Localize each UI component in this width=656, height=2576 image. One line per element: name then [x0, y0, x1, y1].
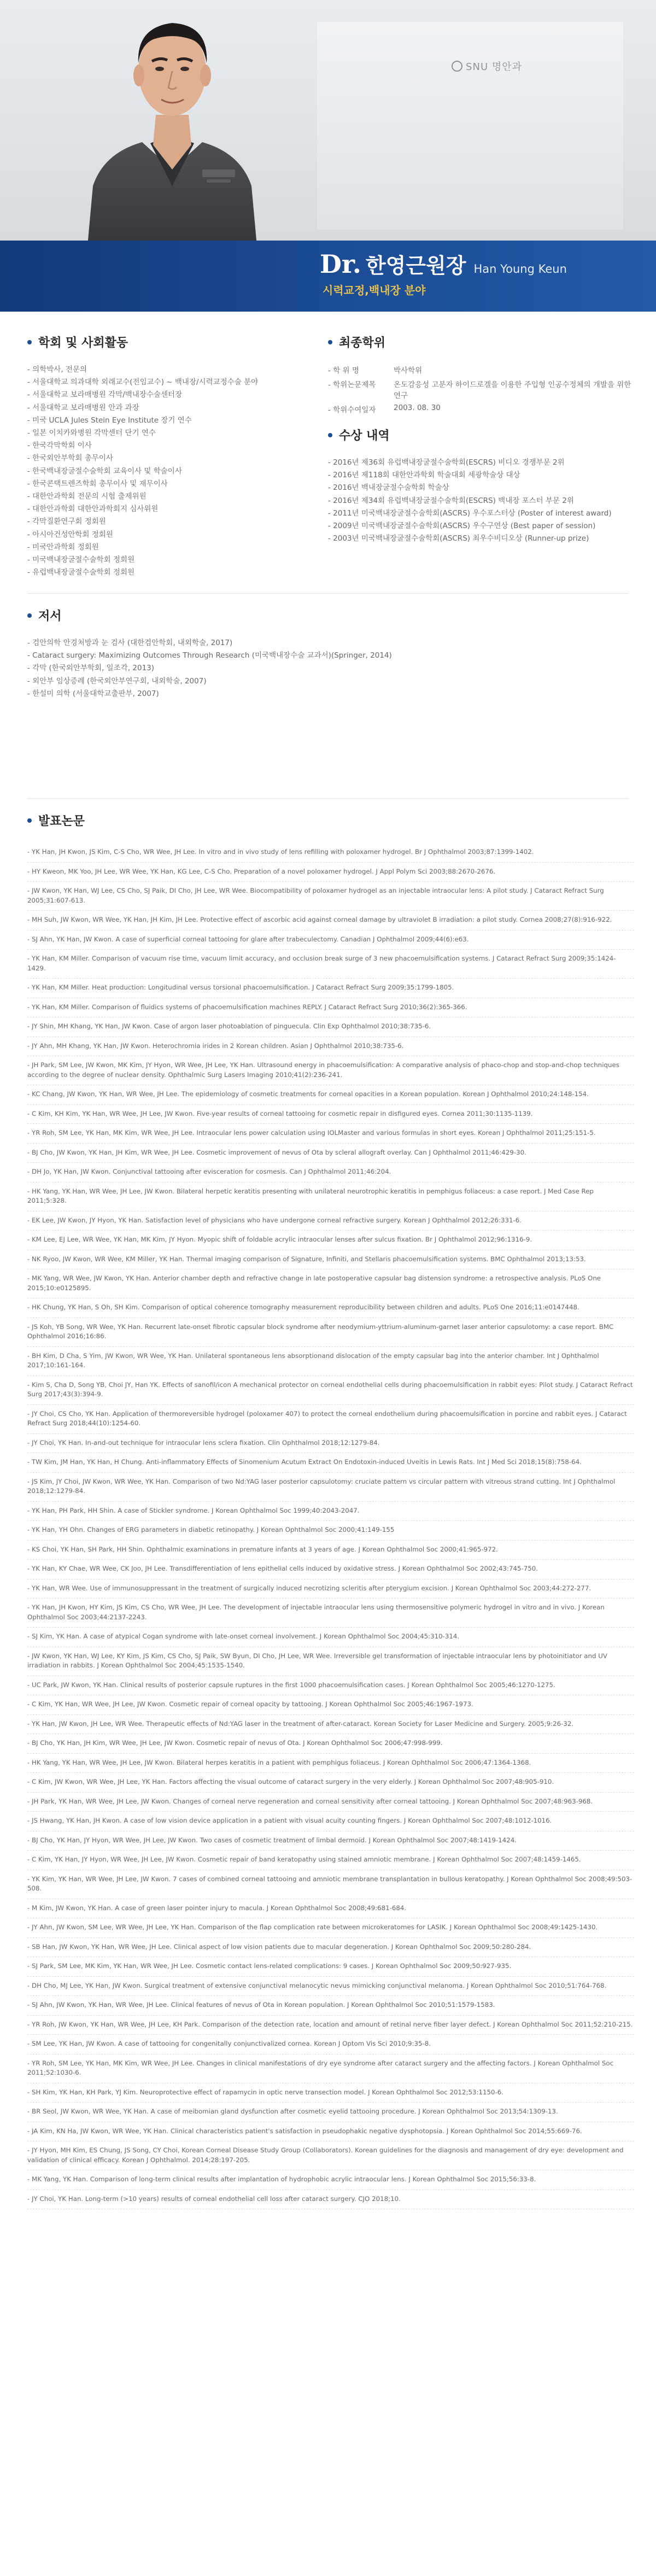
paper-item: - MK Yang, YK Han. Comparison of long-term clinical results after implantation of hydrophobic acrylic intraocular lens. J Korean Ophthalmol Soc 2015;56:33-8. [27, 2170, 634, 2190]
paper-item: - BR Seol, JW Kwon, WR Wee, YK Han. A case of meibomian gland dysfunction after cosmetic eyelid tattooing procedure. J Korean Ophthalmol Soc 2013;54:1309-13. [27, 2103, 634, 2122]
paper-item: - JS Koh, YB Song, WR Wee, YK Han. Recurrent late-onset fibrotic capsular block syndrome after neodymium-yttrium-aluminum-garnet laser anterior capsulotomy: a case report. BMC Ophthalmol 2016;16:86. [27, 1318, 634, 1347]
paper-item: - BJ Cho, YK Han, JH Kim, WR Wee, JH Lee, JW Kwon. Cosmetic repair of nevus of Ota. J Korean Ophthalmol Soc 2006;47:998-999. [27, 1734, 634, 1754]
papers-list [27, 843, 634, 2209]
paper-item: - SJ Park, SM Lee, MK Kim, YK Han, WR Wee, JH Lee. Cosmetic contact lens-related complications: 9 cases. J Korean Ophthalmol Soc 2009;50:927-935. [27, 1957, 634, 1977]
activity-item: - 한국콘택트렌즈학회 총무이사 및 재무이사 [27, 478, 312, 490]
activities-section [27, 333, 312, 579]
degree-value: 온도감응성 고분자 하이드로겔을 이용한 주입형 인공수정체의 개발을 위한 연구 [394, 380, 631, 400]
paper-item: - YK Han, KM Miller. Comparison of fluidics systems of phacoemulsification machines REPLY. J Cataract Refract Surg 2010;36(2):365-366. [27, 998, 634, 1018]
activity-item: - 의학박사, 전문의 [27, 364, 312, 376]
paper-item: - DH Jo, YK Han, JW Kwon. Conjunctival tattooing after evisceration for cosmesis. Can J Ophthalmol 2011;46:204. [27, 1163, 634, 1182]
doctor-name-english: Han Young Keun [473, 262, 567, 276]
paper-item: - YR Roh, SM Lee, YK Han, MK Kim, WR Wee, JH Lee. Changes in clinical manifestations of dry eye syndrome after cataract surgery and the affecting factors. J Korean Ophthalmol Soc 2011;52:1030-6. [27, 2054, 634, 2083]
paper-item: - EK Lee, JW Kwon, JY Hyon, YK Han. Satisfaction level of physicians who have undergone corneal refractive surgery. Korean J Ophthalmol 2012;26:331-6. [27, 1211, 634, 1231]
awards-heading [328, 426, 634, 443]
degree-label: - 학위논문제목 [328, 377, 394, 402]
paper-item: - HK Chung, YK Han, S Oh, SH Kim. Comparison of optical coherence tomography measurement reproducibility between children and adults. PLoS One 2016;11:e0147448. [27, 1298, 634, 1318]
paper-item: - SJ Ahn, YK Han, JW Kwon. A case of superficial corneal tattooing for glare after trabeculectomy. Canadian J Ophthalmol 2009;44(6):e63. [27, 930, 634, 950]
paper-item: - YK Han, JH Kwon, HY Kim, JS Kim, CS Cho, WR Wee, JH Lee. The development of injectable intraocular lens using thermosensitive polymeric hydrogel in vitro and in vivo. J Korean Ophthalmol Soc 2003;44:2137-2243. [27, 1599, 634, 1627]
paper-item: - C Kim, YK Han, JY Hyon, WR Wee, JH Lee, JW Kwon. Cosmetic repair of band keratopathy using stained amniotic membrane. J Korean Ophthalmol Soc 2007;48:1459-1465. [27, 1851, 634, 1870]
paper-item: - JY Ahn, MH Khang, YK Han, JW Kwon. Heterochromia irides in 2 Korean children. Asian J Ophthalmol 2010;38:735-6. [27, 1037, 634, 1057]
activities-title: 학회 및 사회활동 [38, 336, 128, 350]
activity-item: - 대한안과학회 전문의 시험 출제위원 [27, 490, 312, 503]
paper-item: - HK Yang, YK Han, WR Wee, JH Lee, JW Kwon. Bilateral herpetic keratitis presenting with unilateral neurotrophic keratitis in pemphigus foliaceus: a case report. J Med Case Rep 2011;5:328. [27, 1182, 634, 1211]
paper-item: - JW Kwon, YK Han, WJ Lee, KY Kim, JS Kim, CS Cho, SJ Paik, SW Byun, DI Cho, JH Lee, WR Wee. Irreversible gel transformation of injectable intraocular lens by photoinitiator and UV irradiation in rabbits. J Korean Ophthalmol Soc 2004;45:1535-1540. [27, 1647, 634, 1676]
clinic-sign [452, 59, 522, 73]
paper-item: - YK Han, WR Wee. Use of immunosuppressant in the treatment of surgically induced necrotizing scleritis after pterygium excision. J Korean Ophthalmol Soc 2003;44:272-277. [27, 1579, 634, 1599]
activity-item: - 각막질환연구회 정회원 [27, 516, 312, 528]
paper-item: - SB Han, JW Kwon, YK Han, WR Wee, JH Lee. Clinical aspect of low vision patients due to macular degeneration. J Korean Ophthalmol Soc 2009;50:280-284. [27, 1938, 634, 1958]
degree-label: - 학 위 명 [328, 362, 394, 377]
paper-item: - TW Kim, JM Han, YK Han, H Chung. Anti-inflammatory Effects of Sinomenium Acutum Extract On Endotoxin-induced Uveitis in Lewis Rats. Int J Med Sci 2018;15(8):758-64. [27, 1453, 634, 1473]
activity-item: - 미국백내장굴절수술학회 정회원 [27, 554, 312, 566]
paper-item: - JH Park, YK Han, WR Wee, JH Lee, JW Kwon. Changes of corneal nerve regeneration and corneal sensitivity after corneal tattooing. J Korean Ophthalmol Soc 2007;48:963-968. [27, 1793, 634, 1812]
doctor-specialty: 시력교정,백내장 분야 [323, 284, 426, 297]
book-item: - 한설미 의학 (서울대학교출판부, 2007) [27, 688, 629, 700]
award-item: - 2003년 미국백내장굴절수술학회(ASCRS) 최우수비디오상 (Runner-up prize) [328, 532, 634, 545]
paper-item: - YR Roh, SM Lee, YK Han, MK Kim, WR Wee, JH Lee. Intraocular lens power calculation using IOLMaster and various formulas in short eyes. Korean J Ophthalmol 2011;25:151-5. [27, 1124, 634, 1144]
degree-value: 박사학위 [394, 366, 423, 375]
paper-item: - JH Park, SM Lee, JW Kwon, MK Kim, JY Hyon, WR Wee, JH Lee, YK Han. Ultrasound energy in phacoemulsification: A comparative analysis of phaco-chop and stop-and-chop techniques according to the degree of nuclear density. Ophthalmic Surg Lasers Imaging 2010;41(2):236-241. [27, 1056, 634, 1085]
degree-label: - 학위수여일자 [328, 402, 394, 416]
book-item: - Cataract surgery: Maximizing Outcomes Through Research (미국백내장수술 교과서)(Springer, 2014) [27, 649, 629, 662]
activity-item: - 일본 이치카와병원 각막센터 단기 연수 [27, 427, 312, 440]
bullet-icon [328, 433, 332, 437]
paper-item: - JY Shin, MH Khang, YK Han, JW Kwon. Case of argon laser photoablation of pinguecula. Clin Exp Ophthalmol 2010;38:735-6. [27, 1017, 634, 1037]
paper-item: - YK Han, PH Park, HH Shin. A case of Stickler syndrome. J Korean Ophthalmol Soc 1999;40:2043-2047. [27, 1502, 634, 1521]
books-list [27, 637, 629, 700]
paper-item: - KM Lee, EJ Lee, WR Wee, YK Han, MK Kim, JY Hyon. Myopic shift of foldable acrylic intraocular lenses after sulcus fixation. Br J Ophthalmol 2012;96:1316-9. [27, 1231, 634, 1250]
activity-item: - 미국안과학회 정회원 [27, 541, 312, 554]
paper-item: - YK Han, KM Miller. Heat production: Longitudinal versus torsional phacoemulsification. J Cataract Refract Surg 2009;35:1799-1805. [27, 979, 634, 998]
paper-item: - MH Suh, JW Kwon, WR Wee, YK Han, JH Kim, JH Lee. Protective effect of ascorbic acid against corneal damage by ultraviolet B irradiation: a pilot study. Cornea 2008;27(8):916-922. [27, 911, 634, 930]
paper-item: - BH Kim, D Cha, S Yim, JW Kwon, WR Wee, YK Han. Unilateral spontaneous lens absorptionand dislocation of the empty capsular bag into the anterior chamber. Int J Ophthalmol 2017;10:161-164. [27, 1347, 634, 1376]
book-item: - 각막 (한국외안부학회, 일조각, 2013) [27, 662, 629, 675]
paper-item: - BJ Cho, YK Han, JY Hyon, WR Wee, JH Lee, JW Kwon. Two cases of cosmetic treatment of limbal dermoid. J Korean Ophthalmol Soc 2007;48:1419-1424. [27, 1831, 634, 1851]
activity-item: - 유럽백내장굴절수술학회 정회원 [27, 566, 312, 579]
paper-item: - SJ Ahn, JW Kwon, YK Han, WR Wee, JH Lee. Clinical features of nevus of Ota in Korean population. J Korean Ophthalmol Soc 2010;51:1579-1583. [27, 1996, 634, 2016]
doctor-name [320, 249, 567, 279]
paper-item: - YK Han, JW Kwon, JH Lee, WR Wee. Therapeutic effects of Nd:YAG laser in the treatment of after-cataract. Korean Society for Laser Medicine and Surgery. 2005;9:26-32. [27, 1715, 634, 1735]
degree-row [328, 377, 634, 402]
clinic-sign-text: SNU 명안과 [466, 61, 522, 73]
doctor-portrait [82, 5, 262, 246]
activity-item: - 대한안과학회 대한안과학회지 심사위원 [27, 503, 312, 516]
books-heading [27, 607, 629, 624]
degree-title: 최종학위 [339, 336, 386, 350]
paper-item: - YK Kim, YK Han, WR Wee, JH Lee, JW Kwon. 7 cases of combined corneal tattooing and amniotic membrane transplantation in bullous keratopathy. J Korean Ophthalmol Soc 2008;49:503-508. [27, 1870, 634, 1899]
paper-item: - UC Park, JW Kwon, YK Han. Clinical results of posterior capsule ruptures in the first 1000 phacoemulsification cases. J Korean Ophthalmol Soc 2005;46:1270-1275. [27, 1676, 634, 1696]
paper-item: - M Kim, JW Kwon, YK Han. A case of green laser pointer injury to macula. J Korean Ophthalmol Soc 2008;49:681-684. [27, 1899, 634, 1919]
paper-item: - KS Choi, YK Han, SH Park, HH Shin. Ophthalmic examinations in premature infants at 3 years of age. J Korean Ophthalmol Soc 2000;41:965-972. [27, 1541, 634, 1560]
paper-item: - YK Han, KM Miller. Comparison of vacuum rise time, vacuum limit accuracy, and occlusion break surge of 3 new phacoemulsification systems. J Cataract Refract Surg 2009;35:1424-1429. [27, 950, 634, 979]
paper-item: - JS Kim, JY Choi, JW Kwon, WR Wee, YK Han. Comparison of two Nd:YAG laser posterior capsulotomy: cruciate pattern vs circular pattern with vitreous strand cutting. Int J Ophthalmol 2018;12:1279-84. [27, 1473, 634, 1502]
awards-list [328, 456, 634, 545]
paper-item: - BJ Cho, JW Kwon, YK Han, JH Kim, WR Wee, JH Lee. Cosmetic improvement of nevus of Ota by scleral allograft overlay. Can J Ophthalmol 2011;46:429-30. [27, 1144, 634, 1163]
activity-item: - 한국외안부학회 총무이사 [27, 452, 312, 465]
papers-title: 발표논문 [38, 815, 85, 828]
book-item: - 검안의학 안경처방과 눈 검사 (대한검안학회, 내외학술, 2017) [27, 637, 629, 649]
degree-value: 2003. 08. 30 [394, 403, 441, 412]
paper-item: - YR Roh, JW Kwon, YK Han, WR Wee, JH Lee, KH Park. Comparison of the detection rate, location and amount of retinal nerve fiber layer defect. J Korean Ophthalmol Soc 2011;52:210-215. [27, 2016, 634, 2035]
paper-item: - Kim S, Cha D, Song YB, Choi JY, Han YK. Effects of sanofil/icon A mechanical protector on corneal endothelial cells during phacoemulsification in rabbit eyes: Pilot study. J Cataract Refract Surg 2017;43(3):394-9. [27, 1376, 634, 1405]
degree-table [328, 362, 634, 416]
activity-item: - 서울대학교 의과대학 외래교수(전임교수) ~ 백내장/시력교정수술 분야 [27, 376, 312, 389]
awards-title: 수상 내역 [339, 429, 390, 443]
papers-heading [27, 812, 634, 829]
activity-item: - 아시아건성안학회 정회원 [27, 529, 312, 541]
award-item: - 2016년 제118회 대한안과학회 학술대회 세광학술상 대상 [328, 469, 634, 482]
doctor-hero [0, 0, 656, 312]
book-item: - 외안부 임상증례 (한국외안부연구회, 내외학술, 2007) [27, 675, 629, 688]
paper-item: - JW Kwon, YK Han, WJ Lee, CS Cho, SJ Paik, DI Cho, JH Lee, WR Wee. Biocompatibility of poloxamer hydrogel as an injectable intraocular lens: A pilot study. J Cataract Refract Surg 2005;31:607-613. [27, 882, 634, 911]
degree-row [328, 402, 634, 416]
clinic-logo-icon [452, 61, 462, 72]
paper-item: - MK Yang, WR Wee, JW Kwon, YK Han. Anterior chamber depth and refractive change in late postoperative capsular bag distension syndrome: a retrospective analysis. PLoS One 2015;10:e0125895. [27, 1269, 634, 1298]
bullet-icon [27, 613, 32, 618]
award-item: - 2009년 미국백내장굴절수술학회(ASCRS) 우수구연상 (Best paper of session) [328, 520, 634, 532]
doctor-title-prefix: Dr. [320, 249, 361, 279]
paper-item: - SM Lee, YK Han, JW Kwon. A case of tattooing for congenitally conjunctivalized cornea. Korean J Optom Vis Sci 2010;9:35-8. [27, 2035, 634, 2054]
paper-item: - DH Cho, MJ Lee, YK Han, JW Kwon. Surgical treatment of extensive conjunctival melanocytic nevus mimicking conjunctival melanoma. J Korean Ophthalmol Soc 2010;51:764-768. [27, 1977, 634, 1997]
books-section [27, 607, 629, 700]
doctor-name-korean: 한영근원장 [365, 254, 466, 278]
paper-item: - JY Ahn, JW Kwon, SM Lee, WR Wee, JH Lee, YK Han. Comparison of the flap complication rate between microkeratomes for LASIK. J Korean Ophthalmol Soc 2008;49:1425-1430. [27, 1918, 634, 1938]
paper-item: - JY Choi, CS Cho, YK Han. Application of thermoreversible hydrogel (poloxamer 407) to protect the corneal endothelium during phacoemulsification in porcine and rabbit eyes. J Cataract Refract Surg 2018;44(10):1254-60. [27, 1405, 634, 1434]
bullet-icon [328, 340, 332, 344]
activities-heading [27, 333, 312, 350]
paper-item: - JY Choi, YK Han. Long-term (>10 years) results of corneal endothelial cell loss after cataract surgery. CJO 2018;10. [27, 2190, 634, 2210]
activity-item: - 미국 UCLA Jules Stein Eye Institute 장기 연수 [27, 414, 312, 427]
clinic-background [317, 22, 623, 230]
activity-item: - 한국각막학회 이사 [27, 440, 312, 452]
paper-item: - YK Han, KY Chae, WR Wee, CK Joo, JH Lee. Transdifferentiation of lens epithelial cells induced by oxidative stress. J Korean Ophthalmol Soc 2002;43:745-750. [27, 1560, 634, 1579]
paper-item: - C Kim, JW Kwon, WR Wee, JH Lee, YK Han. Factors affecting the visual outcome of cataract surgery in the very elderly. J Korean Ophthalmol Soc 2007;48:905-910. [27, 1773, 634, 1793]
section-divider [27, 593, 629, 594]
activity-item: - 서울대학교 보라매병원 안과 과장 [27, 402, 312, 414]
paper-item: - HY Kweon, MK Yoo, JH Lee, WR Wee, YK Han, KG Lee, C-S Cho. Preparation of a novel poloxamer hydrogel. J Appl Polym Sci 2003;88:2670-2676. [27, 863, 634, 882]
paper-item: - C Kim, KH Kim, YK Han, WR Wee, JH Lee, JW Kwon. Five-year results of corneal tattooing for cosmetic repair in disfigured eyes. Cornea 2011;30:1135-1139. [27, 1105, 634, 1125]
bullet-icon [27, 340, 32, 344]
award-item: - 2016년 제36회 유럽백내장굴절수술학회(ESCRS) 비디오 경쟁부문 2위 [328, 456, 634, 469]
paper-item: - SJ Kim, YK Han. A case of atypical Cogan syndrome with late-onset corneal involvement. J Korean Ophthalmol Soc 2004;45:310-314. [27, 1627, 634, 1647]
paper-item: - JA Kim, KN Ha, JW Kwon, WR Wee, YK Han. Clinical characteristics patient's satisfaction in pseudophakic negative dysphotopsia. J Korean Ophthalmol Soc 2014;55:669-76. [27, 2122, 634, 2142]
paper-item: - KC Chang, JW Kwon, YK Han, WR Wee, JH Lee. The epidemiology of cosmetic treatments for corneal opacities in a Korean population. Korean J Ophthalmol 2010;24:148-154. [27, 1085, 634, 1105]
books-title: 저서 [38, 610, 62, 623]
paper-item: - YK Han, YH Ohn. Changes of ERG parameters in diabetic retinopathy. J Korean Ophthalmol Soc 2000;41:149-155 [27, 1521, 634, 1541]
bullet-icon [27, 818, 32, 823]
paper-item: - JS Hwang, YK Han, JH Kwon. A case of low vision device application in a patient with visual acuity counting fingers. J Korean Ophthalmol Soc 2007;48:1012-1016. [27, 1812, 634, 1831]
degree-heading [328, 333, 634, 350]
paper-item: - C Kim, YK Han, WR Wee, JH Lee, JW Kwon. Cosmetic repair of corneal opacity by tattooing. J Korean Ophthalmol Soc 2005;46:1967-1973. [27, 1695, 634, 1715]
section-divider [27, 798, 629, 799]
paper-item: - JY Choi, YK Han. In-and-out technique for intraocular lens sclera fixation. Clin Ophthalmol 2018;12:1279-84. [27, 1434, 634, 1454]
degree-section [328, 333, 634, 416]
paper-item: - NK Ryoo, JW Kwon, WR Wee, KM Miller, YK Han. Thermal imaging comparison of Signature, Infiniti, and Stellaris phacoemulsification systems. BMC Ophthalmol 2013;13:53. [27, 1250, 634, 1270]
degree-row [328, 362, 634, 377]
paper-item: - JY Hyon, MH Kim, ES Chung, JS Song, CY Choi, Korean Corneal Disease Study Group (Collaborators). Korean guidelines for the diagnosis and management of dry eye: development and validation of clinical efficacy. Korean J Ophthalmol. 2014;28:197-205. [27, 2141, 634, 2170]
activities-list [27, 364, 312, 579]
award-item: - 2016년 제34회 유럽백내장굴절수술학회(ESCRS) 백내장 포스터 부문 2위 [328, 495, 634, 507]
paper-item: - YK Han, JH Kwon, JS Kim, C-S Cho, WR Wee, JH Lee. In vitro and in vivo study of lens refilling with poloxamer hydrogel. Br J Ophthalmol 2003;87:1399-1402. [27, 843, 634, 863]
paper-item: - SH Kim, YK Han, KH Park, YJ Kim. Neuroprotective effect of rapamycin in optic nerve transection model. J Korean Ophthalmol Soc 2012;53:1150-6. [27, 2083, 634, 2103]
paper-item: - HK Yang, YK Han, WR Wee, JH Lee, JW Kwon. Bilateral herpes keratitis in a patient with pemphigus foliaceus. J Korean Ophthalmol Soc 2006;47:1364-1368. [27, 1754, 634, 1773]
awards-section [328, 426, 634, 545]
papers-section [27, 812, 634, 2209]
award-item: - 2011년 미국백내장굴절수술학회(ASCRS) 우수포스터상 (Poster of interest award) [328, 507, 634, 520]
activity-item: - 한국백내장굴절수술학회 교육이사 및 학술이사 [27, 465, 312, 478]
award-item: - 2016년 백내장굴절수술학회 학술상 [328, 482, 634, 494]
activity-item: - 서울대학교 보라매병원 각막/백내장수술센터장 [27, 389, 312, 401]
